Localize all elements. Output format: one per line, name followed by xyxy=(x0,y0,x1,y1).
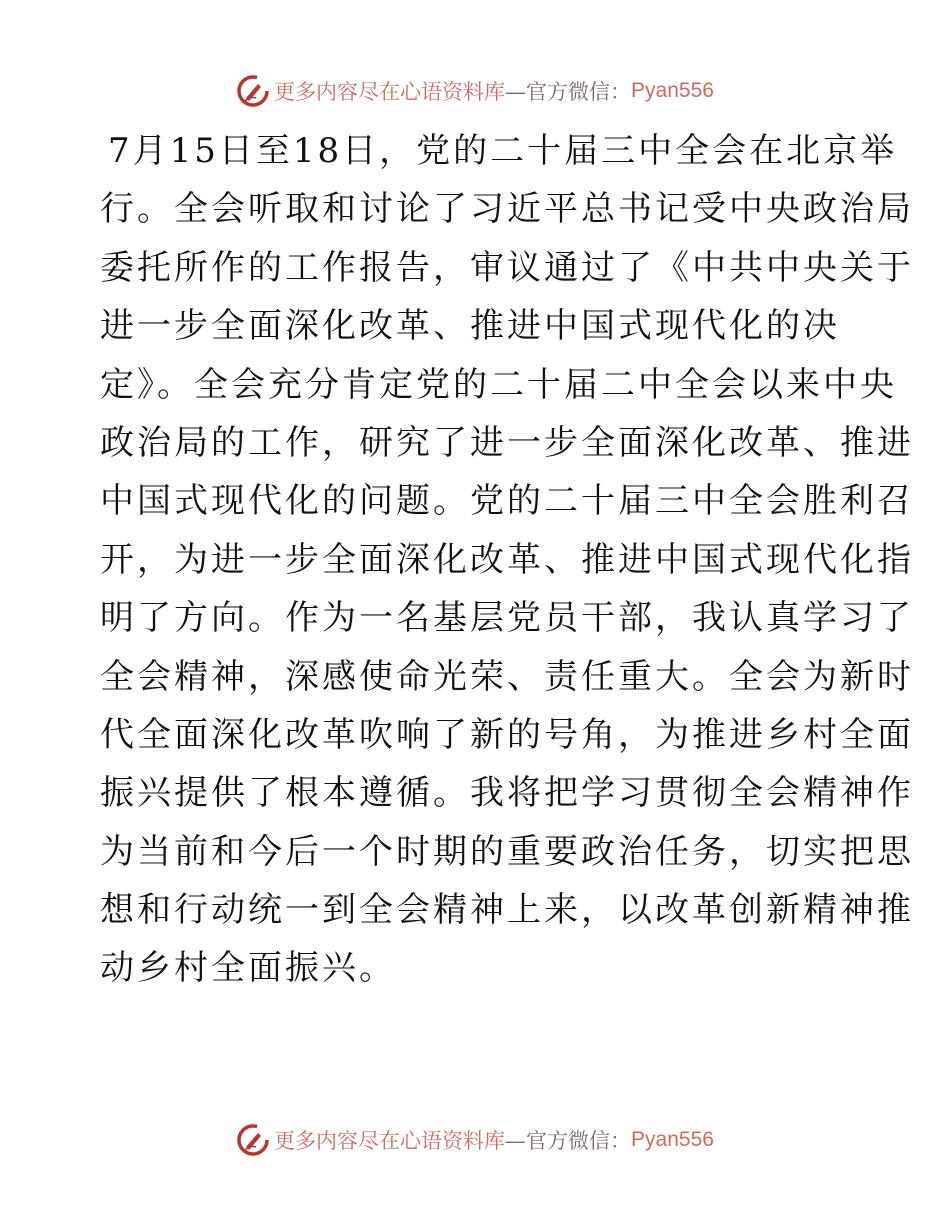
paragraph-line: 定》。全会充分肯定党的二十届二中全会以来中央 xyxy=(100,364,897,405)
header-wechat-id: Pyan556 xyxy=(631,79,714,102)
paragraph-line: 明了方向。作为一名基层党员干部，我认真学习了 xyxy=(100,598,914,639)
footer-separator-text: —官方微信： xyxy=(505,1129,632,1153)
paragraph-line: 进一步全面深化改革、推进中国式现代化的决 xyxy=(100,306,840,347)
header-separator-text: —官方微信： xyxy=(505,80,632,104)
pen-swirl-logo-icon xyxy=(236,1123,270,1157)
header-brand-text: 更多内容尽在心语资料库 xyxy=(274,80,506,104)
paragraph-line: 委托所作的工作报告，审议通过了《中共中央关于 xyxy=(100,247,914,288)
footer-banner xyxy=(0,1120,950,1160)
paragraph-line: 开，为进一步全面深化改革、推进中国式现代化指 xyxy=(100,539,914,580)
footer-brand-text: 更多内容尽在心语资料库 xyxy=(274,1129,506,1153)
paragraph-line: 动乡村全面振兴。 xyxy=(100,948,396,989)
paragraph-line: 中国式现代化的问题。党的二十届三中全会胜利召 xyxy=(100,481,914,522)
pen-swirl-logo-icon xyxy=(236,74,270,108)
paragraph-line: 想和行动统一到全会精神上来，以改革创新精神推 xyxy=(100,890,914,931)
paragraph-line: 为当前和今后一个时期的重要政治任务，切实把思 xyxy=(100,831,914,872)
paragraph-line: 全会精神，深感使命光荣、责任重大。全会为新时 xyxy=(100,656,914,697)
header-banner xyxy=(0,71,950,111)
paragraph-line: 行。全会听取和讨论了习近平总书记受中央政治局 xyxy=(100,189,914,230)
document-body xyxy=(100,122,914,998)
paragraph-line: 代全面深化改革吹响了新的号角，为推进乡村全面 xyxy=(100,714,914,755)
paragraph-line: 政治局的工作，研究了进一步全面深化改革、推进 xyxy=(100,422,914,463)
footer-wechat-id: Pyan556 xyxy=(631,1128,714,1151)
paragraph-line: 振兴提供了根本遵循。我将把学习贯彻全会精神作 xyxy=(100,773,914,814)
paragraph-line: 7月15日至18日，党的二十届三中全会在北京举 xyxy=(108,131,898,171)
